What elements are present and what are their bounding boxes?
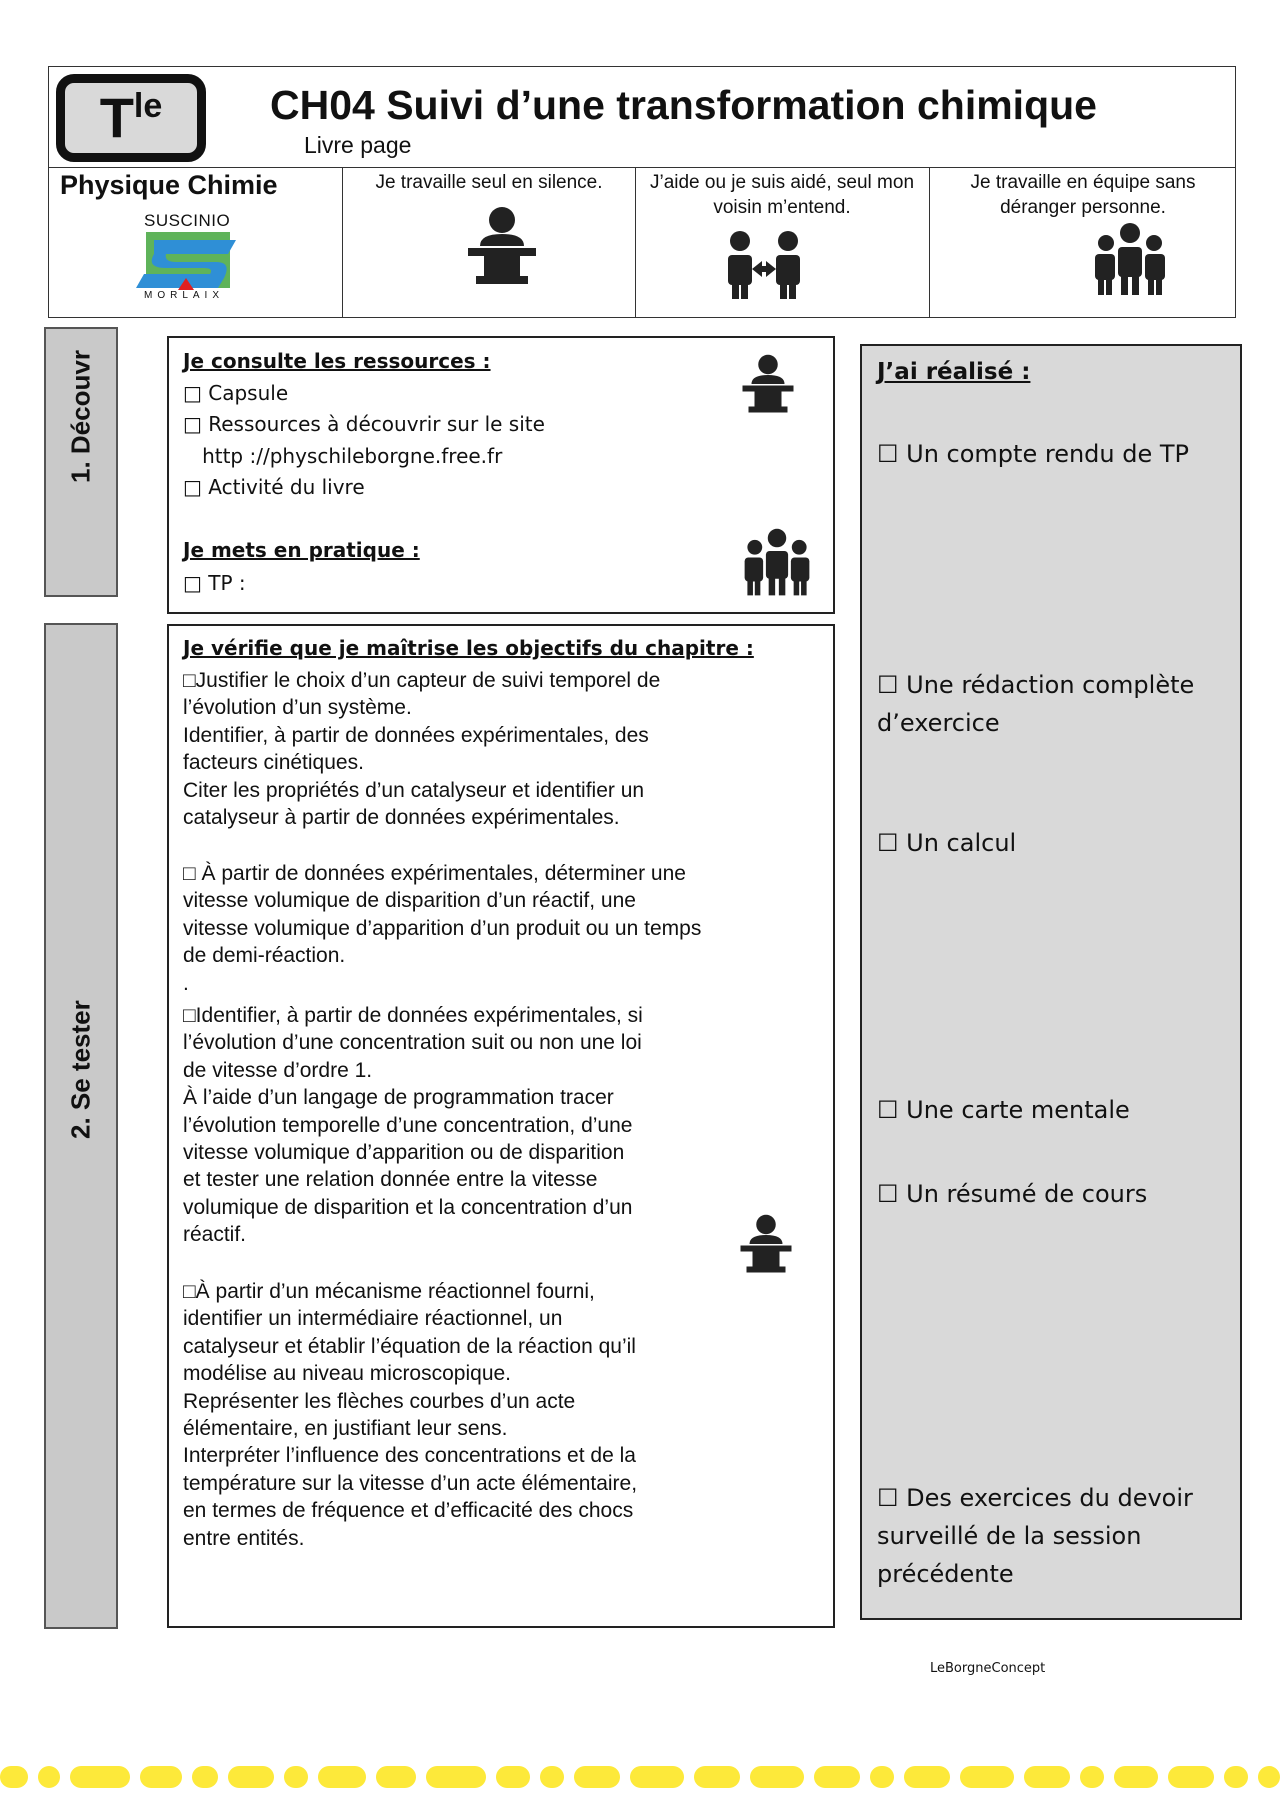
done-item[interactable]: ☐ Un résumé de cours <box>877 1180 1148 1208</box>
resource-item: □ Ressources à découvrir sur le site <box>183 412 545 436</box>
mode-pair-text: J’aide ou je suis aidé, seul mon voisin m’entend. <box>649 172 915 218</box>
resource-item: □ Capsule <box>183 381 289 405</box>
mode-solo-text: Je travaille seul en silence. <box>375 172 603 193</box>
header-cell-divider <box>929 167 930 318</box>
done-item[interactable]: ☐ Une carte mentale <box>877 1096 1130 1124</box>
school-name: SUSCINIO <box>144 211 231 230</box>
team-group-icon <box>740 528 814 598</box>
page-title: CH04 Suivi d’une transformation chimique <box>270 82 1097 128</box>
decorative-dash-border <box>0 1762 1280 1792</box>
school-logo <box>136 232 246 292</box>
done-item[interactable]: ☐ Une rédaction complète d’exercice <box>877 671 1195 737</box>
person-at-desk-icon <box>738 350 798 418</box>
practice-heading: Je mets en pratique : <box>183 538 420 562</box>
resource-url: http ://physchileborgne.free.fr <box>183 444 503 468</box>
person-at-desk-icon <box>462 206 542 286</box>
header-cell-divider <box>635 167 636 318</box>
person-at-desk-icon <box>736 1210 796 1278</box>
done-item[interactable]: ☐ Un compte rendu de TP <box>877 440 1189 468</box>
objectives-block-3: □Identifier, à partir de données expérimentales, si l’évolution d’une concentration suit ou non une loi de vitesse d’ordre 1. À l’aide d’un langage de programmation tracer l’évolution temporelle d’une concentration, d’une vitesse volumique d’apparition ou de disparition et tester une relation donnée entre la vitesse volumique de disparition et la concentration d’un réactif. <box>183 1004 643 1247</box>
page-subtitle: Livre page <box>304 132 412 158</box>
tab-decouvrir-label: 1. Découvr <box>65 350 96 484</box>
footer-credit: LeBorgneConcept <box>930 1661 1046 1676</box>
mode-team-text: Je travaille en équipe sans déranger personne. <box>970 172 1196 218</box>
tp-item: □ TP : <box>183 571 246 595</box>
objectives-block-4: □À partir d’un mécanisme réactionnel fourni, identifier un intermédiaire réactionnel, un catalyseur et établir l’équation de la réaction qu’il modélise au niveau microscopique. Représenter les flèches courbes d’un acte élémentaire, en justifiant leur sens. Interpréter l’influence des concentrations et de la température sur la vitesse d’un acte élémentaire, en termes de fréquence et d’efficacité des chocs entre entités. <box>183 1280 638 1550</box>
two-people-exchange-icon <box>724 226 804 306</box>
objectives-block-1: □Justifier le choix d’un capteur de suivi temporel de l’évolution d’un système. Identifier, à partir de données expérimentales, des facteurs cinétiques. Citer les propriétés d’un catalyseur et identifier un catalyseur à partir de données expérimentales. <box>183 669 661 830</box>
objectives-block-2: □ À partir de données expérimentales, déterminer une vitesse volumique de disparition d’un réactif, une vitesse volumique d’apparition d’un produit ou un temps de demi-réaction. . <box>183 862 702 995</box>
team-group-icon <box>1090 220 1170 300</box>
level-main: T <box>99 86 134 149</box>
done-heading: J’ai réalisé : <box>877 359 1031 385</box>
done-panel <box>860 344 1242 1620</box>
resources-heading: Je consulte les ressources : <box>183 349 491 373</box>
objectives-heading: Je vérifie que je maîtrise les objectifs du chapitre : <box>183 636 754 660</box>
done-item[interactable]: ☐ Des exercices du devoir surveillé de la session précédente <box>877 1484 1193 1588</box>
school-city: MORLAIX <box>144 290 225 301</box>
level-badge <box>56 74 206 162</box>
header-cell-divider <box>342 167 343 318</box>
level-suffix: le <box>133 86 163 125</box>
header-divider <box>48 167 1236 168</box>
tab-se-tester-label: 2. Se tester <box>65 1000 96 1140</box>
subject-label: Physique Chimie <box>60 170 278 200</box>
resource-item: □ Activité du livre <box>183 475 365 499</box>
done-item[interactable]: ☐ Un calcul <box>877 829 1017 857</box>
